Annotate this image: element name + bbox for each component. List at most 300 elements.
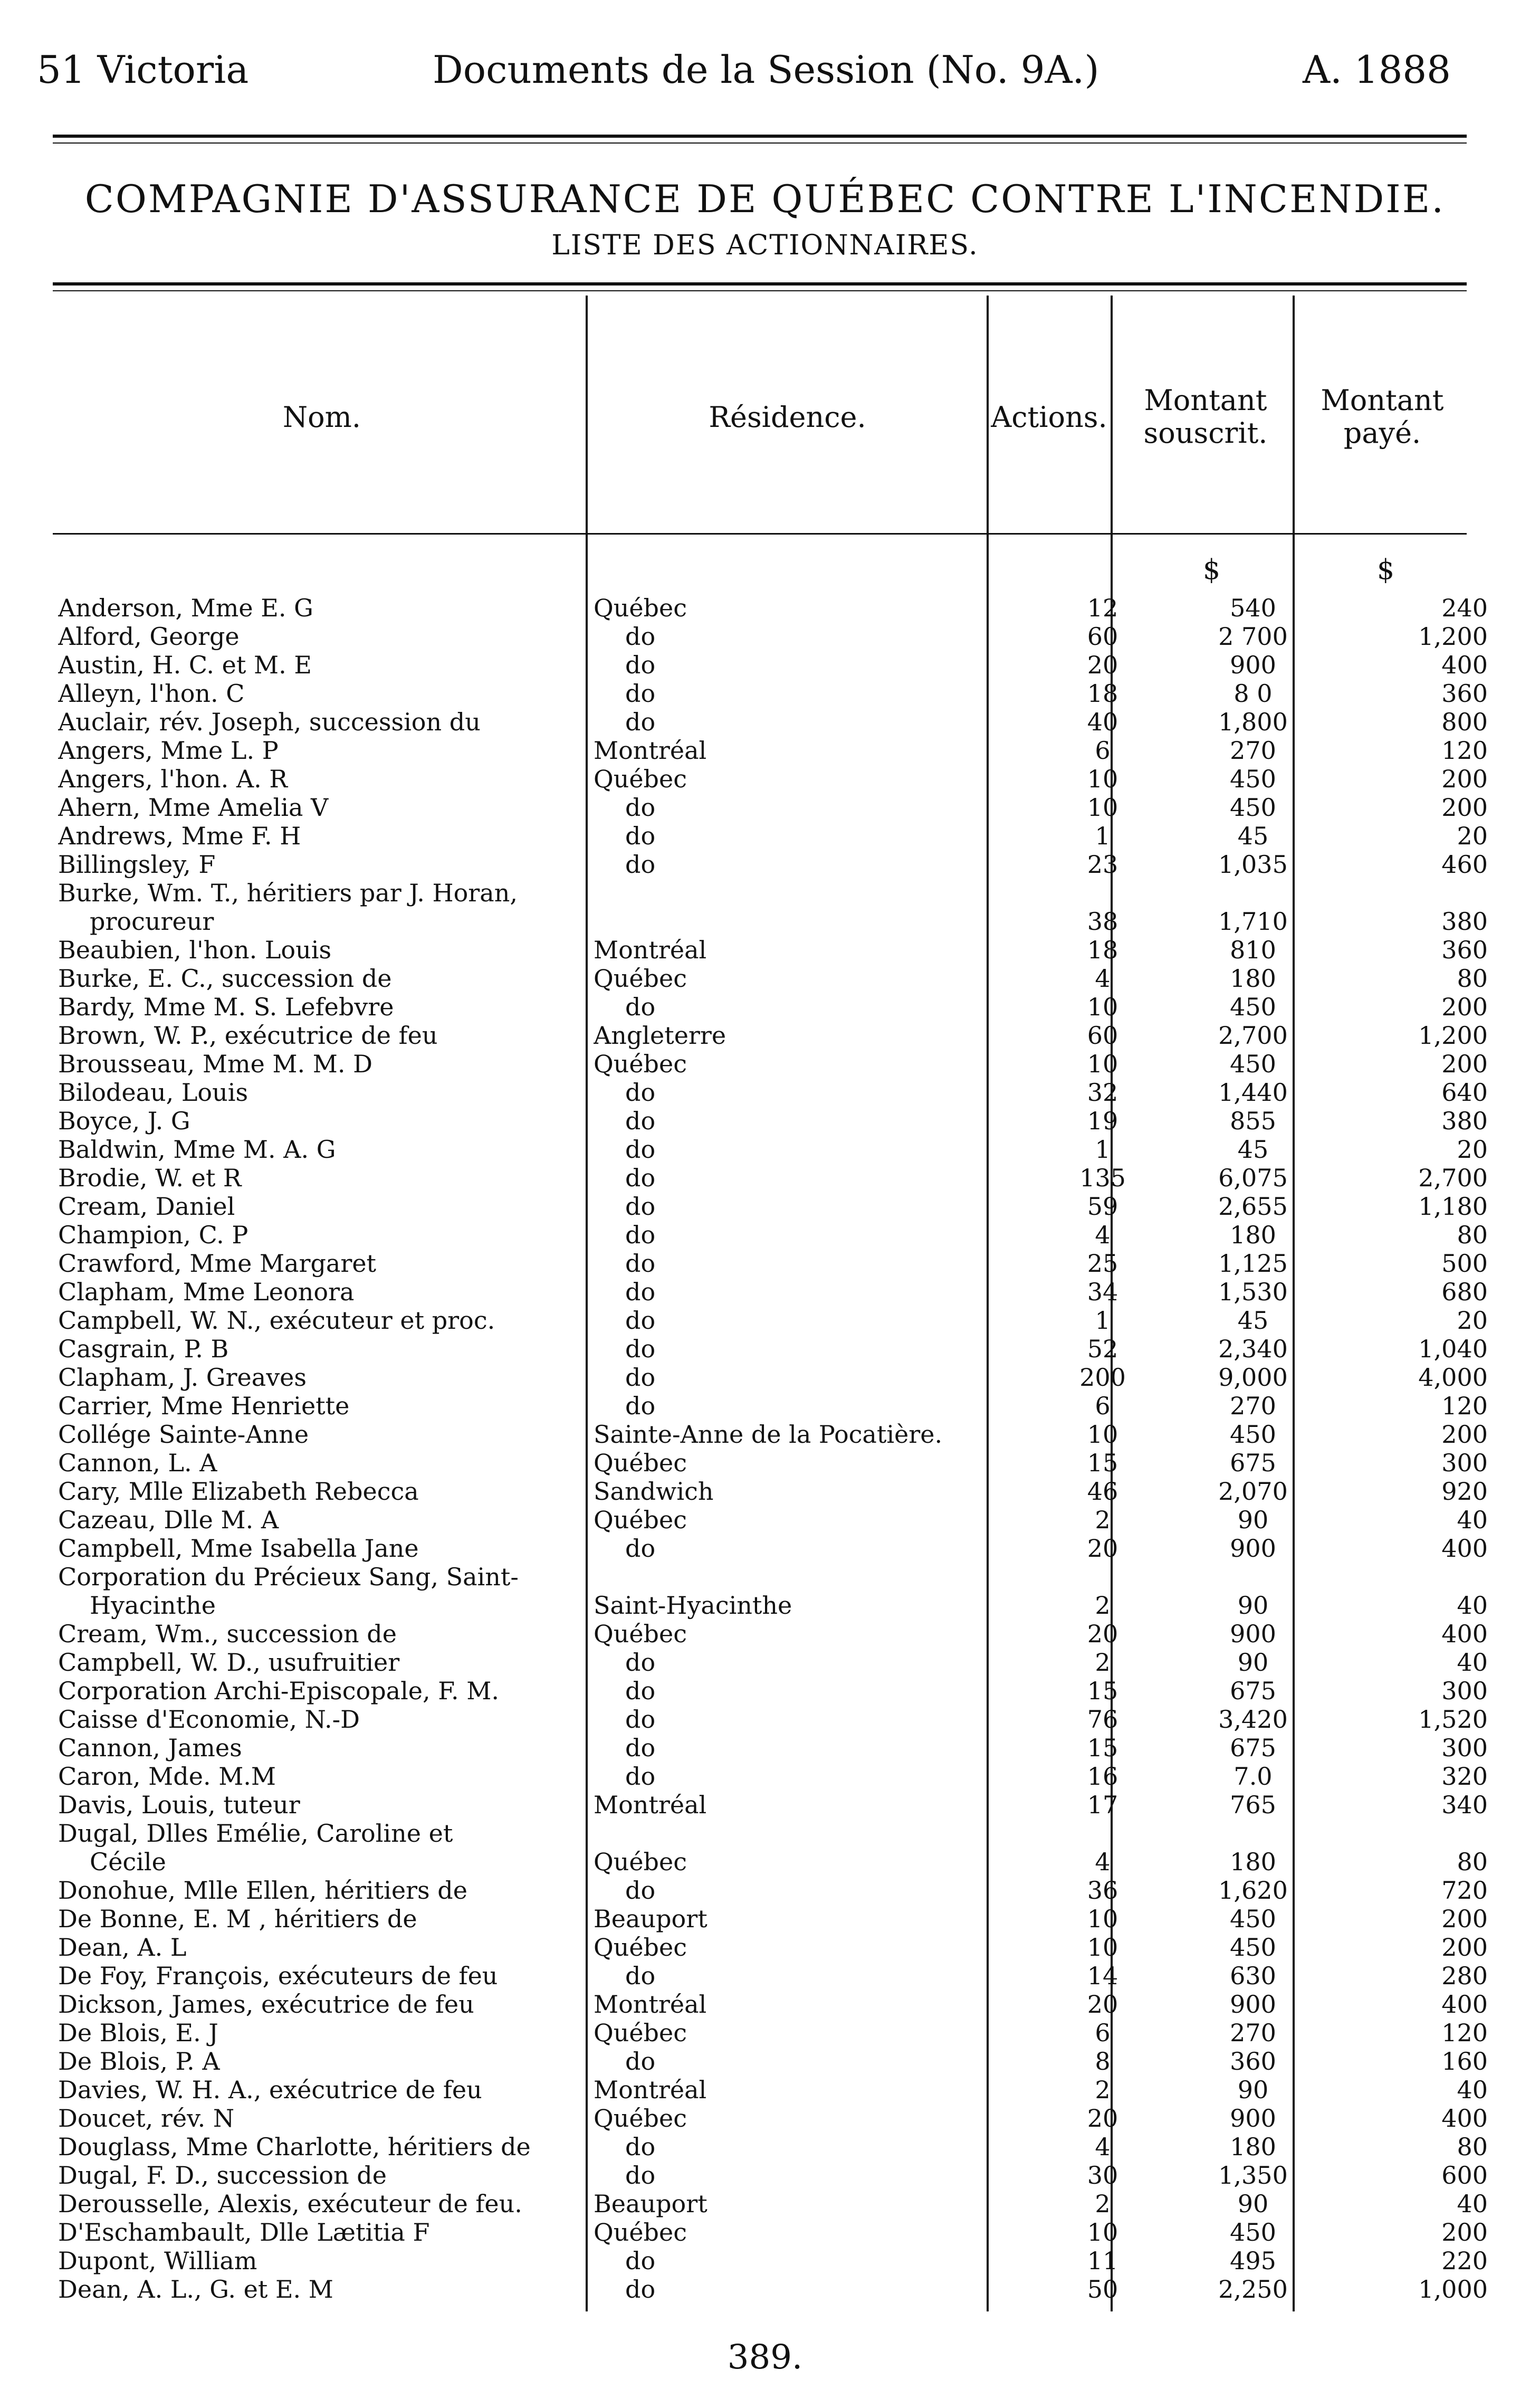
table-row <box>58 793 1488 822</box>
shareholder-name-text: Dugal, Dlles Emélie, Caroline et <box>58 1819 453 1848</box>
shareholder-name-text: Andrews, Mme F. H <box>58 822 301 850</box>
header-rule-thick <box>53 135 1467 138</box>
table-row <box>58 651 1488 679</box>
amount-subscribed: 675 <box>1230 1677 1276 1705</box>
shares-count: 40 <box>1087 708 1118 736</box>
shareholder-name <box>58 2218 588 2247</box>
table-row <box>58 1078 1488 1107</box>
amount-paid: 220 <box>1441 2247 1488 2275</box>
amount-subscribed: 45 <box>1237 1135 1269 1164</box>
shareholder-name <box>58 936 588 964</box>
shareholder-name-text: Carrier, Mme Henriette <box>58 1392 350 1420</box>
table-row <box>58 879 1488 936</box>
shareholder-name-text: Beaubien, l'hon. Louis <box>58 936 332 964</box>
residence: do <box>625 793 656 822</box>
column-header-actions: Actions. <box>991 401 1107 434</box>
shareholder-name-text: Dugal, F. D., succession de <box>58 2161 387 2190</box>
residence: Sandwich <box>594 1477 714 1506</box>
residence: do <box>625 822 656 850</box>
table-row <box>58 1050 1488 1078</box>
amount-subscribed: 450 <box>1230 2218 1276 2247</box>
shareholder-name-continuation: procureur <box>90 907 214 936</box>
amount-paid: 200 <box>1441 1420 1488 1449</box>
amount-subscribed: 45 <box>1237 822 1269 850</box>
shareholder-name-text: Cream, Wm., succession de <box>58 1620 397 1648</box>
shareholder-name-text: Brodie, W. et R <box>58 1164 242 1192</box>
amount-paid: 200 <box>1441 765 1488 793</box>
shares-count: 2 <box>1095 2076 1111 2104</box>
shares-count: 2 <box>1095 2190 1111 2218</box>
shareholder-name-text: Burke, Wm. T., héritiers par J. Horan, <box>58 879 518 907</box>
shares-count: 4 <box>1095 2133 1111 2161</box>
shareholder-name <box>58 1021 588 1050</box>
table-row <box>58 1620 1488 1648</box>
shareholder-name-text: Alford, George <box>58 622 240 651</box>
residence: do <box>625 1078 656 1107</box>
amount-paid: 2,700 <box>1418 1164 1488 1192</box>
amount-paid: 240 <box>1441 594 1488 622</box>
amount-paid: 360 <box>1441 936 1488 964</box>
shareholder-list <box>58 594 1488 2304</box>
shares-count: 1 <box>1095 1306 1111 1335</box>
table-row <box>58 964 1488 993</box>
shares-count: 18 <box>1087 679 1118 708</box>
residence: do <box>625 2047 656 2076</box>
shares-count: 46 <box>1087 1477 1118 1506</box>
residence: do <box>625 1278 656 1306</box>
residence: Québec <box>594 1050 687 1078</box>
shares-count: 10 <box>1087 1050 1118 1078</box>
table-row <box>58 1164 1488 1192</box>
amount-subscribed: 1,125 <box>1218 1249 1288 1278</box>
residence: do <box>625 1762 656 1791</box>
shareholder-name <box>58 1249 588 1278</box>
shareholder-name-text: Dean, A. L <box>58 1933 187 1962</box>
residence: Québec <box>594 2104 687 2133</box>
amount-paid: 400 <box>1441 1534 1488 1563</box>
table-row <box>58 1762 1488 1791</box>
amount-subscribed: 900 <box>1230 1534 1276 1563</box>
shareholder-name <box>58 1506 588 1534</box>
amount-subscribed: 810 <box>1230 936 1276 964</box>
table-row <box>58 594 1488 622</box>
residence: do <box>625 1705 656 1734</box>
residence: Saint-Hyacinthe <box>594 1591 792 1620</box>
shareholder-name <box>58 2076 588 2104</box>
table-row <box>58 2247 1488 2275</box>
amount-subscribed: 90 <box>1237 2076 1269 2104</box>
amount-paid: 1,000 <box>1418 2275 1488 2304</box>
residence: Montréal <box>594 1990 707 2019</box>
amount-subscribed: 270 <box>1230 2019 1276 2047</box>
amount-subscribed: 450 <box>1230 765 1276 793</box>
table-row <box>58 1249 1488 1278</box>
amount-paid: 320 <box>1441 1762 1488 1791</box>
amount-paid: 800 <box>1441 708 1488 736</box>
table-row <box>58 2190 1488 2218</box>
table-row <box>58 1990 1488 2019</box>
shareholder-name <box>58 1705 588 1734</box>
amount-paid: 340 <box>1441 1791 1488 1819</box>
residence: do <box>625 2275 656 2304</box>
amount-paid: 160 <box>1441 2047 1488 2076</box>
residence: Montréal <box>594 1791 707 1819</box>
shareholder-name <box>58 2247 588 2275</box>
amount-subscribed: 2,070 <box>1218 1477 1288 1506</box>
shareholder-name-text: Boyce, J. G <box>58 1107 190 1135</box>
amount-paid: 200 <box>1441 1905 1488 1933</box>
shareholder-name-text: Cazeau, Dlle M. A <box>58 1506 279 1534</box>
shares-count: 4 <box>1095 964 1111 993</box>
shareholder-name <box>58 1933 588 1962</box>
table-row <box>58 1648 1488 1677</box>
currency-symbol-subscribed: $ <box>1203 554 1221 586</box>
amount-subscribed: 2,655 <box>1218 1192 1288 1221</box>
amount-paid: 640 <box>1441 1078 1488 1107</box>
shares-count: 8 <box>1095 2047 1111 2076</box>
shareholder-name-text: Crawford, Mme Margaret <box>58 1249 377 1278</box>
table-row <box>58 1221 1488 1249</box>
table-row <box>58 1306 1488 1335</box>
shareholder-name <box>58 1876 588 1905</box>
shares-count: 50 <box>1087 2275 1118 2304</box>
residence: do <box>625 1363 656 1392</box>
shareholder-name-text: Dean, A. L., G. et E. M <box>58 2275 333 2304</box>
amount-paid: 680 <box>1441 1278 1488 1306</box>
shares-count: 15 <box>1087 1449 1118 1477</box>
shareholder-name-text: Douglass, Mme Charlotte, héritiers de <box>58 2133 531 2161</box>
shares-count: 20 <box>1087 1534 1118 1563</box>
table-row <box>58 1477 1488 1506</box>
shareholder-name-text: Cannon, L. A <box>58 1449 217 1477</box>
amount-subscribed: 900 <box>1230 1620 1276 1648</box>
shareholder-name-text: Bilodeau, Louis <box>58 1078 248 1107</box>
amount-paid: 120 <box>1441 2019 1488 2047</box>
shares-count: 25 <box>1087 1249 1118 1278</box>
amount-paid: 280 <box>1441 1962 1488 1990</box>
amount-paid: 80 <box>1457 964 1488 993</box>
shares-count: 10 <box>1087 765 1118 793</box>
shareholder-name <box>58 1135 588 1164</box>
shareholder-name-text: Collége Sainte-Anne <box>58 1420 309 1449</box>
page-number: 389. <box>727 2338 803 2377</box>
amount-subscribed: 180 <box>1230 964 1276 993</box>
shareholder-name <box>58 679 588 708</box>
table-row <box>58 2076 1488 2104</box>
shares-count: 200 <box>1079 1363 1126 1392</box>
residence: Beauport <box>594 1905 707 1933</box>
table-row <box>58 1534 1488 1563</box>
amount-paid: 1,200 <box>1418 1021 1488 1050</box>
residence: do <box>625 1734 656 1762</box>
shareholder-name <box>58 1335 588 1363</box>
table-row <box>58 736 1488 765</box>
shareholder-name <box>58 1278 588 1306</box>
shares-count: 20 <box>1087 2104 1118 2133</box>
shareholder-name <box>58 736 588 765</box>
table-row <box>58 1449 1488 1477</box>
shareholder-name <box>58 793 588 822</box>
shares-count: 16 <box>1087 1762 1118 1791</box>
table-row <box>58 936 1488 964</box>
table-row <box>58 1363 1488 1392</box>
residence: Sainte-Anne de la Pocatière. <box>594 1420 943 1449</box>
amount-paid: 1,200 <box>1418 622 1488 651</box>
shareholder-name <box>58 1962 588 1990</box>
amount-subscribed: 180 <box>1230 1221 1276 1249</box>
residence: do <box>625 2161 656 2190</box>
shareholder-name-text: Corporation du Précieux Sang, Saint- <box>58 1563 519 1591</box>
shareholder-name-text: Campbell, W. D., usufruitier <box>58 1648 400 1677</box>
shares-count: 17 <box>1087 1791 1118 1819</box>
amount-subscribed: 1,440 <box>1218 1078 1288 1107</box>
header-right: A. 1888 <box>1302 47 1451 92</box>
shareholder-name-text: Cannon, James <box>58 1734 242 1762</box>
amount-paid: 380 <box>1441 1107 1488 1135</box>
shares-count: 10 <box>1087 793 1118 822</box>
shareholder-name-text: Billingsley, F <box>58 850 216 879</box>
shareholder-name-text: Brousseau, Mme M. M. D <box>58 1050 372 1078</box>
currency-symbol-paid: $ <box>1377 554 1395 586</box>
table-row <box>58 1107 1488 1135</box>
shares-count: 135 <box>1079 1164 1126 1192</box>
table-row <box>58 1905 1488 1933</box>
table-row <box>58 2104 1488 2133</box>
residence: Québec <box>594 2019 687 2047</box>
shareholder-name <box>58 708 588 736</box>
table-row <box>58 1563 1488 1620</box>
table-row <box>58 1962 1488 1990</box>
shares-count: 34 <box>1087 1278 1118 1306</box>
residence: Québec <box>594 765 687 793</box>
residence: do <box>625 1192 656 1221</box>
shareholder-name <box>58 2133 588 2161</box>
shareholder-name-text: Derousselle, Alexis, exécuteur de feu. <box>58 2190 522 2218</box>
table-row <box>58 2275 1488 2304</box>
shareholder-name-text: Angers, l'hon. A. R <box>58 765 288 793</box>
shareholder-name <box>58 1050 588 1078</box>
shareholder-name <box>58 2104 588 2133</box>
shareholder-name <box>58 1078 588 1107</box>
shareholder-name-text: Doucet, rév. N <box>58 2104 235 2133</box>
residence: do <box>625 993 656 1021</box>
table-row <box>58 1734 1488 1762</box>
residence: Québec <box>594 1933 687 1962</box>
shares-count: 4 <box>1095 1221 1111 1249</box>
amount-subscribed: 9,000 <box>1218 1363 1288 1392</box>
amount-subscribed: 630 <box>1230 1962 1276 1990</box>
amount-subscribed: 270 <box>1230 736 1276 765</box>
amount-paid: 80 <box>1457 1848 1488 1876</box>
document-subtitle: LISTE DES ACTIONNAIRES. <box>551 230 979 261</box>
column-header-name: Nom. <box>282 401 361 434</box>
shareholder-name <box>58 1677 588 1705</box>
residence: Québec <box>594 1620 687 1648</box>
amount-paid: 40 <box>1457 2076 1488 2104</box>
residence: Québec <box>594 1449 687 1477</box>
residence: do <box>625 1221 656 1249</box>
table-row <box>58 679 1488 708</box>
document-title: COMPAGNIE D'ASSURANCE DE QUÉBEC CONTRE L'INCENDIE. <box>84 177 1446 221</box>
header-rule-thin <box>53 142 1467 144</box>
residence: do <box>625 2133 656 2161</box>
shares-count: 60 <box>1087 622 1118 651</box>
table-row <box>58 993 1488 1021</box>
shareholder-name-text: Anderson, Mme E. G <box>58 594 313 622</box>
header-left: 51 Victoria <box>37 47 249 92</box>
table-row <box>58 1392 1488 1420</box>
shareholder-name-text: Donohue, Mlle Ellen, héritiers de <box>58 1876 467 1905</box>
shareholder-name-text: De Bonne, E. M , héritiers de <box>58 1905 417 1933</box>
shareholder-name <box>58 622 588 651</box>
shareholder-name-text: Burke, E. C., succession de <box>58 964 392 993</box>
shares-count: 52 <box>1087 1335 1118 1363</box>
column-header-residence: Résidence. <box>709 401 866 434</box>
shares-count: 1 <box>1095 1135 1111 1164</box>
amount-paid: 20 <box>1457 1135 1488 1164</box>
table-top-rule-thin <box>53 290 1467 291</box>
shares-count: 10 <box>1087 1420 1118 1449</box>
shareholder-name <box>58 993 588 1021</box>
shares-count: 20 <box>1087 1620 1118 1648</box>
shareholder-name-text: Davis, Louis, tuteur <box>58 1791 300 1819</box>
amount-paid: 1,180 <box>1418 1192 1488 1221</box>
amount-paid: 200 <box>1441 2218 1488 2247</box>
shares-count: 6 <box>1095 2019 1111 2047</box>
shares-count: 38 <box>1087 907 1118 936</box>
amount-paid: 400 <box>1441 1620 1488 1648</box>
shareholder-name-text: Auclair, rév. Joseph, succession du <box>58 708 481 736</box>
shareholder-name-text: Brown, W. P., exécutrice de feu <box>58 1021 438 1050</box>
shareholder-name-text: Ahern, Mme Amelia V <box>58 793 329 822</box>
amount-subscribed: 90 <box>1237 1591 1269 1620</box>
shares-count: 20 <box>1087 1990 1118 2019</box>
shareholder-name-text: De Foy, François, exécuteurs de feu <box>58 1962 498 1990</box>
shareholder-name-text: Cary, Mlle Elizabeth Rebecca <box>58 1477 419 1506</box>
residence: Québec <box>594 594 687 622</box>
shares-count: 10 <box>1087 993 1118 1021</box>
shareholder-name <box>58 1734 588 1762</box>
shareholder-name <box>58 1905 588 1933</box>
shares-count: 20 <box>1087 651 1118 679</box>
shares-count: 2 <box>1095 1506 1111 1534</box>
amount-paid: 1,040 <box>1418 1335 1488 1363</box>
shareholder-name-text: De Blois, P. A <box>58 2047 220 2076</box>
amount-paid: 360 <box>1441 679 1488 708</box>
amount-subscribed: 8 0 <box>1233 679 1273 708</box>
table-row <box>58 2218 1488 2247</box>
amount-subscribed: 675 <box>1230 1449 1276 1477</box>
shares-count: 15 <box>1087 1734 1118 1762</box>
table-row <box>58 2047 1488 2076</box>
amount-paid: 40 <box>1457 2190 1488 2218</box>
shares-count: 10 <box>1087 1905 1118 1933</box>
shareholder-name <box>58 1164 588 1192</box>
residence: Angleterre <box>594 1021 726 1050</box>
residence: Montréal <box>594 936 707 964</box>
amount-paid: 400 <box>1441 651 1488 679</box>
shareholder-name <box>58 2047 588 2076</box>
amount-paid: 200 <box>1441 1050 1488 1078</box>
amount-paid: 720 <box>1441 1876 1488 1905</box>
residence: do <box>625 1677 656 1705</box>
shareholder-name-text: Champion, C. P <box>58 1221 248 1249</box>
residence: Québec <box>594 1848 687 1876</box>
shareholder-name-text: Davies, W. H. A., exécutrice de feu <box>58 2076 482 2104</box>
amount-subscribed: 900 <box>1230 1990 1276 2019</box>
shares-count: 18 <box>1087 936 1118 964</box>
amount-subscribed: 495 <box>1230 2247 1276 2275</box>
amount-subscribed: 450 <box>1230 993 1276 1021</box>
residence: Québec <box>594 1506 687 1534</box>
shareholder-name <box>58 1762 588 1791</box>
shareholder-name <box>58 822 588 850</box>
table-row <box>58 1933 1488 1962</box>
shares-count: 2 <box>1095 1648 1111 1677</box>
shareholder-name <box>58 2019 588 2047</box>
amount-paid: 380 <box>1441 907 1488 936</box>
shares-count: 6 <box>1095 736 1111 765</box>
table-row <box>58 1135 1488 1164</box>
amount-subscribed: 900 <box>1230 2104 1276 2133</box>
amount-paid: 300 <box>1441 1677 1488 1705</box>
shares-count: 1 <box>1095 822 1111 850</box>
amount-paid: 400 <box>1441 2104 1488 2133</box>
shares-count: 60 <box>1087 1021 1118 1050</box>
amount-paid: 20 <box>1457 822 1488 850</box>
residence: Québec <box>594 2218 687 2247</box>
residence: do <box>625 708 656 736</box>
amount-paid: 300 <box>1441 1734 1488 1762</box>
amount-paid: 600 <box>1441 2161 1488 2190</box>
column-header-subscribed: Montant souscrit. <box>1143 384 1268 450</box>
amount-subscribed: 900 <box>1230 651 1276 679</box>
residence: do <box>625 1876 656 1905</box>
table-row <box>58 1021 1488 1050</box>
amount-paid: 200 <box>1441 793 1488 822</box>
header-bottom-rule <box>53 533 1467 535</box>
shareholder-name <box>58 1363 588 1392</box>
table-row <box>58 1192 1488 1221</box>
amount-paid: 80 <box>1457 1221 1488 1249</box>
amount-paid: 300 <box>1441 1449 1488 1477</box>
table-row <box>58 822 1488 850</box>
amount-subscribed: 7.0 <box>1233 1762 1273 1791</box>
amount-paid: 80 <box>1457 2133 1488 2161</box>
header-center: Documents de la Session (No. 9A.) <box>433 47 1099 92</box>
amount-subscribed: 450 <box>1230 1420 1276 1449</box>
table-row <box>58 765 1488 793</box>
residence: do <box>625 850 656 879</box>
residence: do <box>625 1335 656 1363</box>
table-row <box>58 1791 1488 1819</box>
residence: do <box>625 622 656 651</box>
table-row <box>58 2133 1488 2161</box>
amount-paid: 460 <box>1441 850 1488 879</box>
shareholder-name <box>58 1990 588 2019</box>
shareholder-name-text: Austin, H. C. et M. E <box>58 651 312 679</box>
amount-subscribed: 90 <box>1237 1648 1269 1677</box>
shares-count: 10 <box>1087 1933 1118 1962</box>
table-row <box>58 1876 1488 1905</box>
amount-paid: 40 <box>1457 1648 1488 1677</box>
amount-subscribed: 90 <box>1237 1506 1269 1534</box>
shareholder-name <box>58 1819 588 1876</box>
shareholder-name-continuation: Cécile <box>90 1848 166 1876</box>
amount-subscribed: 2,250 <box>1218 2275 1288 2304</box>
amount-paid: 120 <box>1441 736 1488 765</box>
shareholder-name <box>58 879 588 936</box>
